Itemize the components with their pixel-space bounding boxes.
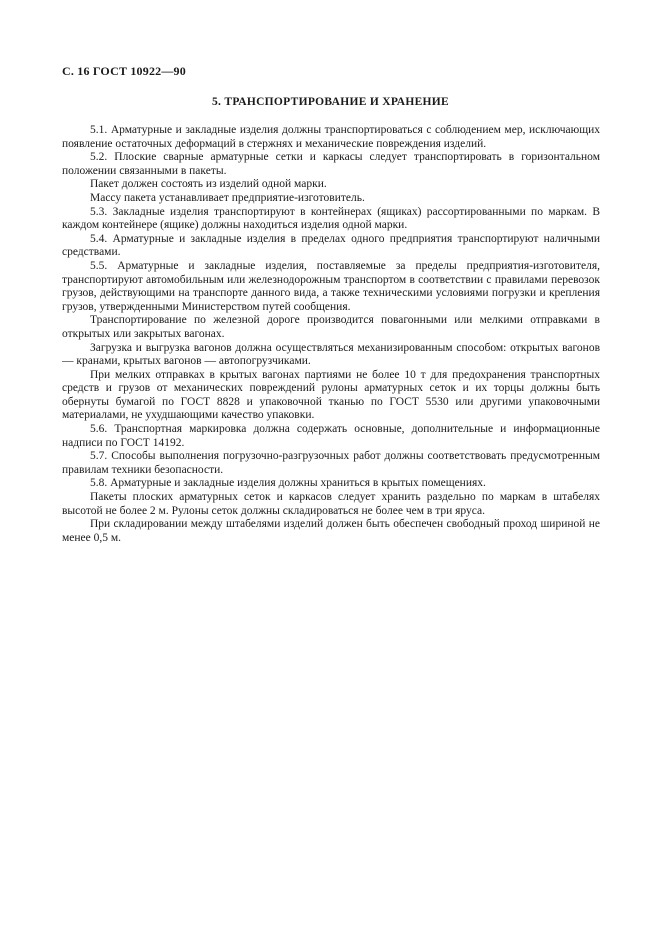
paragraph-5-7: 5.7. Способы выполнения погрузочно-разгрузочных работ должны соответствовать предусмотренным правилам техники безопасности. — [62, 450, 600, 476]
paragraph: При мелких отправках в крытых вагонах партиями не более 10 т для предохранения транспортных средств и грузов от механических повреждений рулоны арматурных сеток и их торцы должны быть обернуты бумагой по ГОСТ 8828 и упаковочной тканью по ГОСТ 5530 или другими упаковочными материалами, не ухудшающими качество упаковки. — [62, 368, 600, 422]
paragraph-5-4: 5.4. Арматурные и закладные изделия в пределах одного предприятия транспортируют наличными средствами. — [62, 232, 600, 259]
paragraph-5-6: 5.6. Транспортная маркировка должна содержать основные, дополнительные и информационные надписи по ГОСТ 14192. — [62, 423, 600, 449]
paragraph-5-2: 5.2. Плоские сварные арматурные сетки и каркасы следует транспортировать в горизонтальном положении связанными в пакеты. — [62, 151, 600, 177]
paragraph: При складировании между штабелями изделий должен быть обеспечен свободный проход шириной не менее 0,5 м. — [62, 518, 600, 544]
section-title: 5. ТРАНСПОРТИРОВАНИЕ И ХРАНЕНИЕ — [212, 96, 449, 108]
paragraph: Пакет должен состоять из изделий одной марки. — [90, 178, 327, 191]
page-header: С. 16 ГОСТ 10922—90 — [62, 64, 186, 78]
paragraph-5-1: 5.1. Арматурные и закладные изделия должны транспортироваться с соблюдением мер, исключающих появление остаточных деформаций в стержнях и механические повреждения изделий. — [62, 124, 600, 150]
paragraph-5-5: 5.5. Арматурные и закладные изделия, поставляемые за пределы предприятия-изготовителя, транспортируют автомобильным или железнодорожным транспортом в соответствии с правилами перевозок грузов, действующими на транспорте данного вида, а также техническими условиями погрузки и крепления грузов, утвержденными Министерством путей сообщения. — [62, 259, 600, 313]
paragraph: Транспортирование по железной дороге производится повагонными или мелкими отправками в открытых или закрытых вагонах. — [62, 314, 600, 340]
section-body — [62, 124, 600, 545]
paragraph: Пакеты плоских арматурных сеток и каркасов следует хранить раздельно по маркам в штабелях высотой не более 2 м. Рулоны сеток должны складироваться не более чем в три яруса. — [62, 491, 600, 517]
paragraph: Загрузка и выгрузка вагонов должна осуществляться механизированным способом: открытых вагонов — кранами, крытых вагонов — автопогрузчиками. — [62, 341, 600, 368]
paragraph: Массу пакета устанавливает предприятие-изготовитель. — [90, 191, 365, 204]
paragraph-5-3: 5.3. Закладные изделия транспортируют в контейнерах (ящиках) рассортированными по маркам. В каждом контейнере (ящике) должны находиться изделия одной марки. — [62, 205, 600, 232]
paragraph-5-8: 5.8. Арматурные и закладные изделия должны храниться в крытых помещениях. — [90, 477, 486, 490]
